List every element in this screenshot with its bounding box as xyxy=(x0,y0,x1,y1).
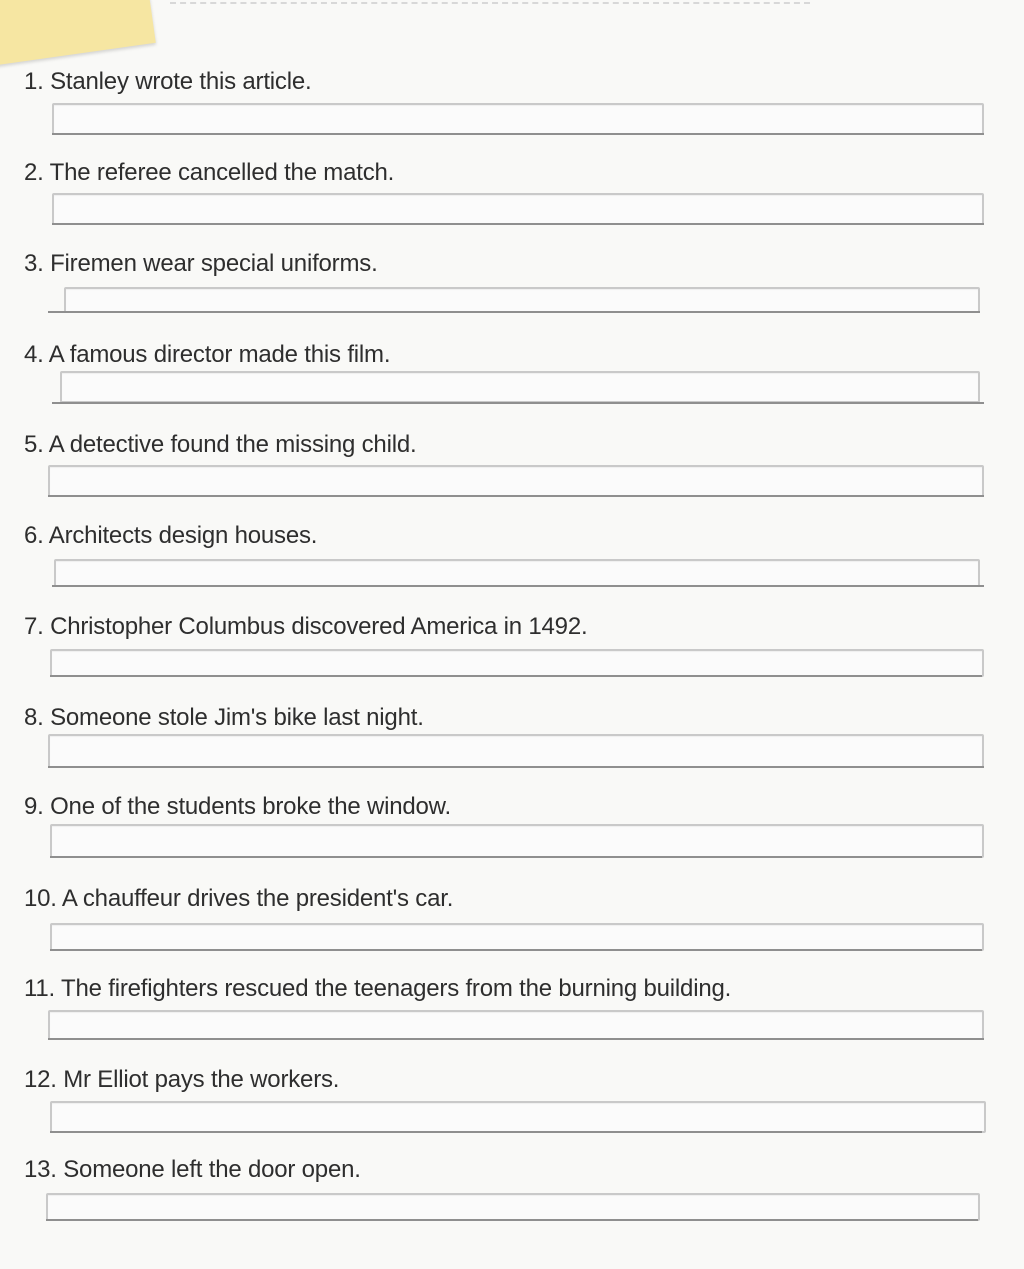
item-sentence: Christopher Columbus discovered America in 1492. xyxy=(50,613,588,640)
answer-line xyxy=(46,1219,978,1221)
exercise-item-6 xyxy=(0,521,1024,612)
item-number: 4. xyxy=(24,341,44,368)
answer-field-4[interactable] xyxy=(60,371,980,403)
item-number: 9. xyxy=(24,793,44,820)
item-prompt xyxy=(24,521,317,551)
exercise-item-11 xyxy=(0,974,1024,1065)
item-prompt xyxy=(24,792,451,822)
item-sentence: One of the students broke the window. xyxy=(50,793,451,820)
answer-field-9[interactable] xyxy=(50,824,984,858)
item-sentence: Architects design houses. xyxy=(48,522,318,549)
item-sentence: A detective found the missing child. xyxy=(48,431,417,458)
exercise-item-3 xyxy=(0,249,1024,340)
exercise-item-5 xyxy=(0,430,1024,521)
answer-line xyxy=(48,495,984,497)
item-sentence: Someone stole Jim's bike last night. xyxy=(50,704,424,731)
answer-line xyxy=(52,223,984,225)
answer-line xyxy=(48,311,980,313)
exercise-item-4 xyxy=(0,340,1024,431)
item-sentence: Someone left the door open. xyxy=(63,1156,361,1183)
item-sentence: A famous director made this film. xyxy=(48,341,391,368)
item-prompt xyxy=(24,340,390,370)
item-number: 12. xyxy=(24,1066,57,1093)
exercise-item-12 xyxy=(0,1065,1024,1156)
answer-line xyxy=(48,766,984,768)
item-prompt xyxy=(24,249,378,279)
item-sentence: A chauffeur drives the president's car. xyxy=(61,885,454,912)
exercise-item-1 xyxy=(0,67,1024,158)
exercise-item-9 xyxy=(0,792,1024,883)
item-number: 11. xyxy=(24,975,55,1002)
item-sentence: The firefighters rescued the teenagers from the burning building. xyxy=(61,975,732,1002)
answer-field-1[interactable] xyxy=(52,103,984,135)
item-number: 13. xyxy=(24,1156,57,1183)
item-number: 6. xyxy=(24,522,44,549)
item-prompt xyxy=(24,1155,361,1185)
item-prompt xyxy=(24,703,424,733)
exercise-item-13 xyxy=(0,1155,1024,1246)
item-prompt xyxy=(24,430,416,460)
answer-line xyxy=(52,133,984,135)
exercise-item-7 xyxy=(0,612,1024,703)
answer-field-11[interactable] xyxy=(48,1010,984,1040)
item-sentence: Firemen wear special uniforms. xyxy=(50,250,378,277)
answer-field-10[interactable] xyxy=(50,923,984,951)
item-prompt xyxy=(24,884,453,914)
item-prompt xyxy=(24,1065,339,1095)
answer-line xyxy=(50,675,982,677)
item-number: 5. xyxy=(24,431,44,458)
exercise-item-2 xyxy=(0,158,1024,249)
answer-line xyxy=(50,949,982,951)
item-number: 8. xyxy=(24,704,44,731)
answer-line xyxy=(48,1038,984,1040)
item-number: 3. xyxy=(24,250,44,277)
item-prompt xyxy=(24,67,311,97)
item-sentence: Stanley wrote this article. xyxy=(50,68,312,95)
item-prompt xyxy=(24,612,587,642)
item-sentence: The referee cancelled the match. xyxy=(49,159,395,186)
answer-line xyxy=(52,402,984,404)
item-number: 10. xyxy=(24,885,57,912)
answer-field-2[interactable] xyxy=(52,193,984,225)
answer-line xyxy=(52,585,984,587)
exercise-item-8 xyxy=(0,703,1024,794)
answer-field-12[interactable] xyxy=(50,1101,986,1133)
answer-field-7[interactable] xyxy=(50,649,984,677)
item-sentence: Mr Elliot pays the workers. xyxy=(63,1066,340,1093)
item-number: 7. xyxy=(24,613,44,640)
answer-line xyxy=(50,1131,982,1133)
item-number: 2. xyxy=(24,159,44,186)
answer-field-5[interactable] xyxy=(48,465,984,497)
answer-line xyxy=(50,856,982,858)
answer-field-6[interactable] xyxy=(54,559,980,587)
answer-field-13[interactable] xyxy=(46,1193,980,1221)
answer-field-3[interactable] xyxy=(64,287,980,313)
item-number: 1. xyxy=(24,68,44,95)
answer-field-8[interactable] xyxy=(48,734,984,768)
exercise-item-10 xyxy=(0,884,1024,975)
item-prompt xyxy=(24,974,731,1004)
item-prompt xyxy=(24,158,394,188)
